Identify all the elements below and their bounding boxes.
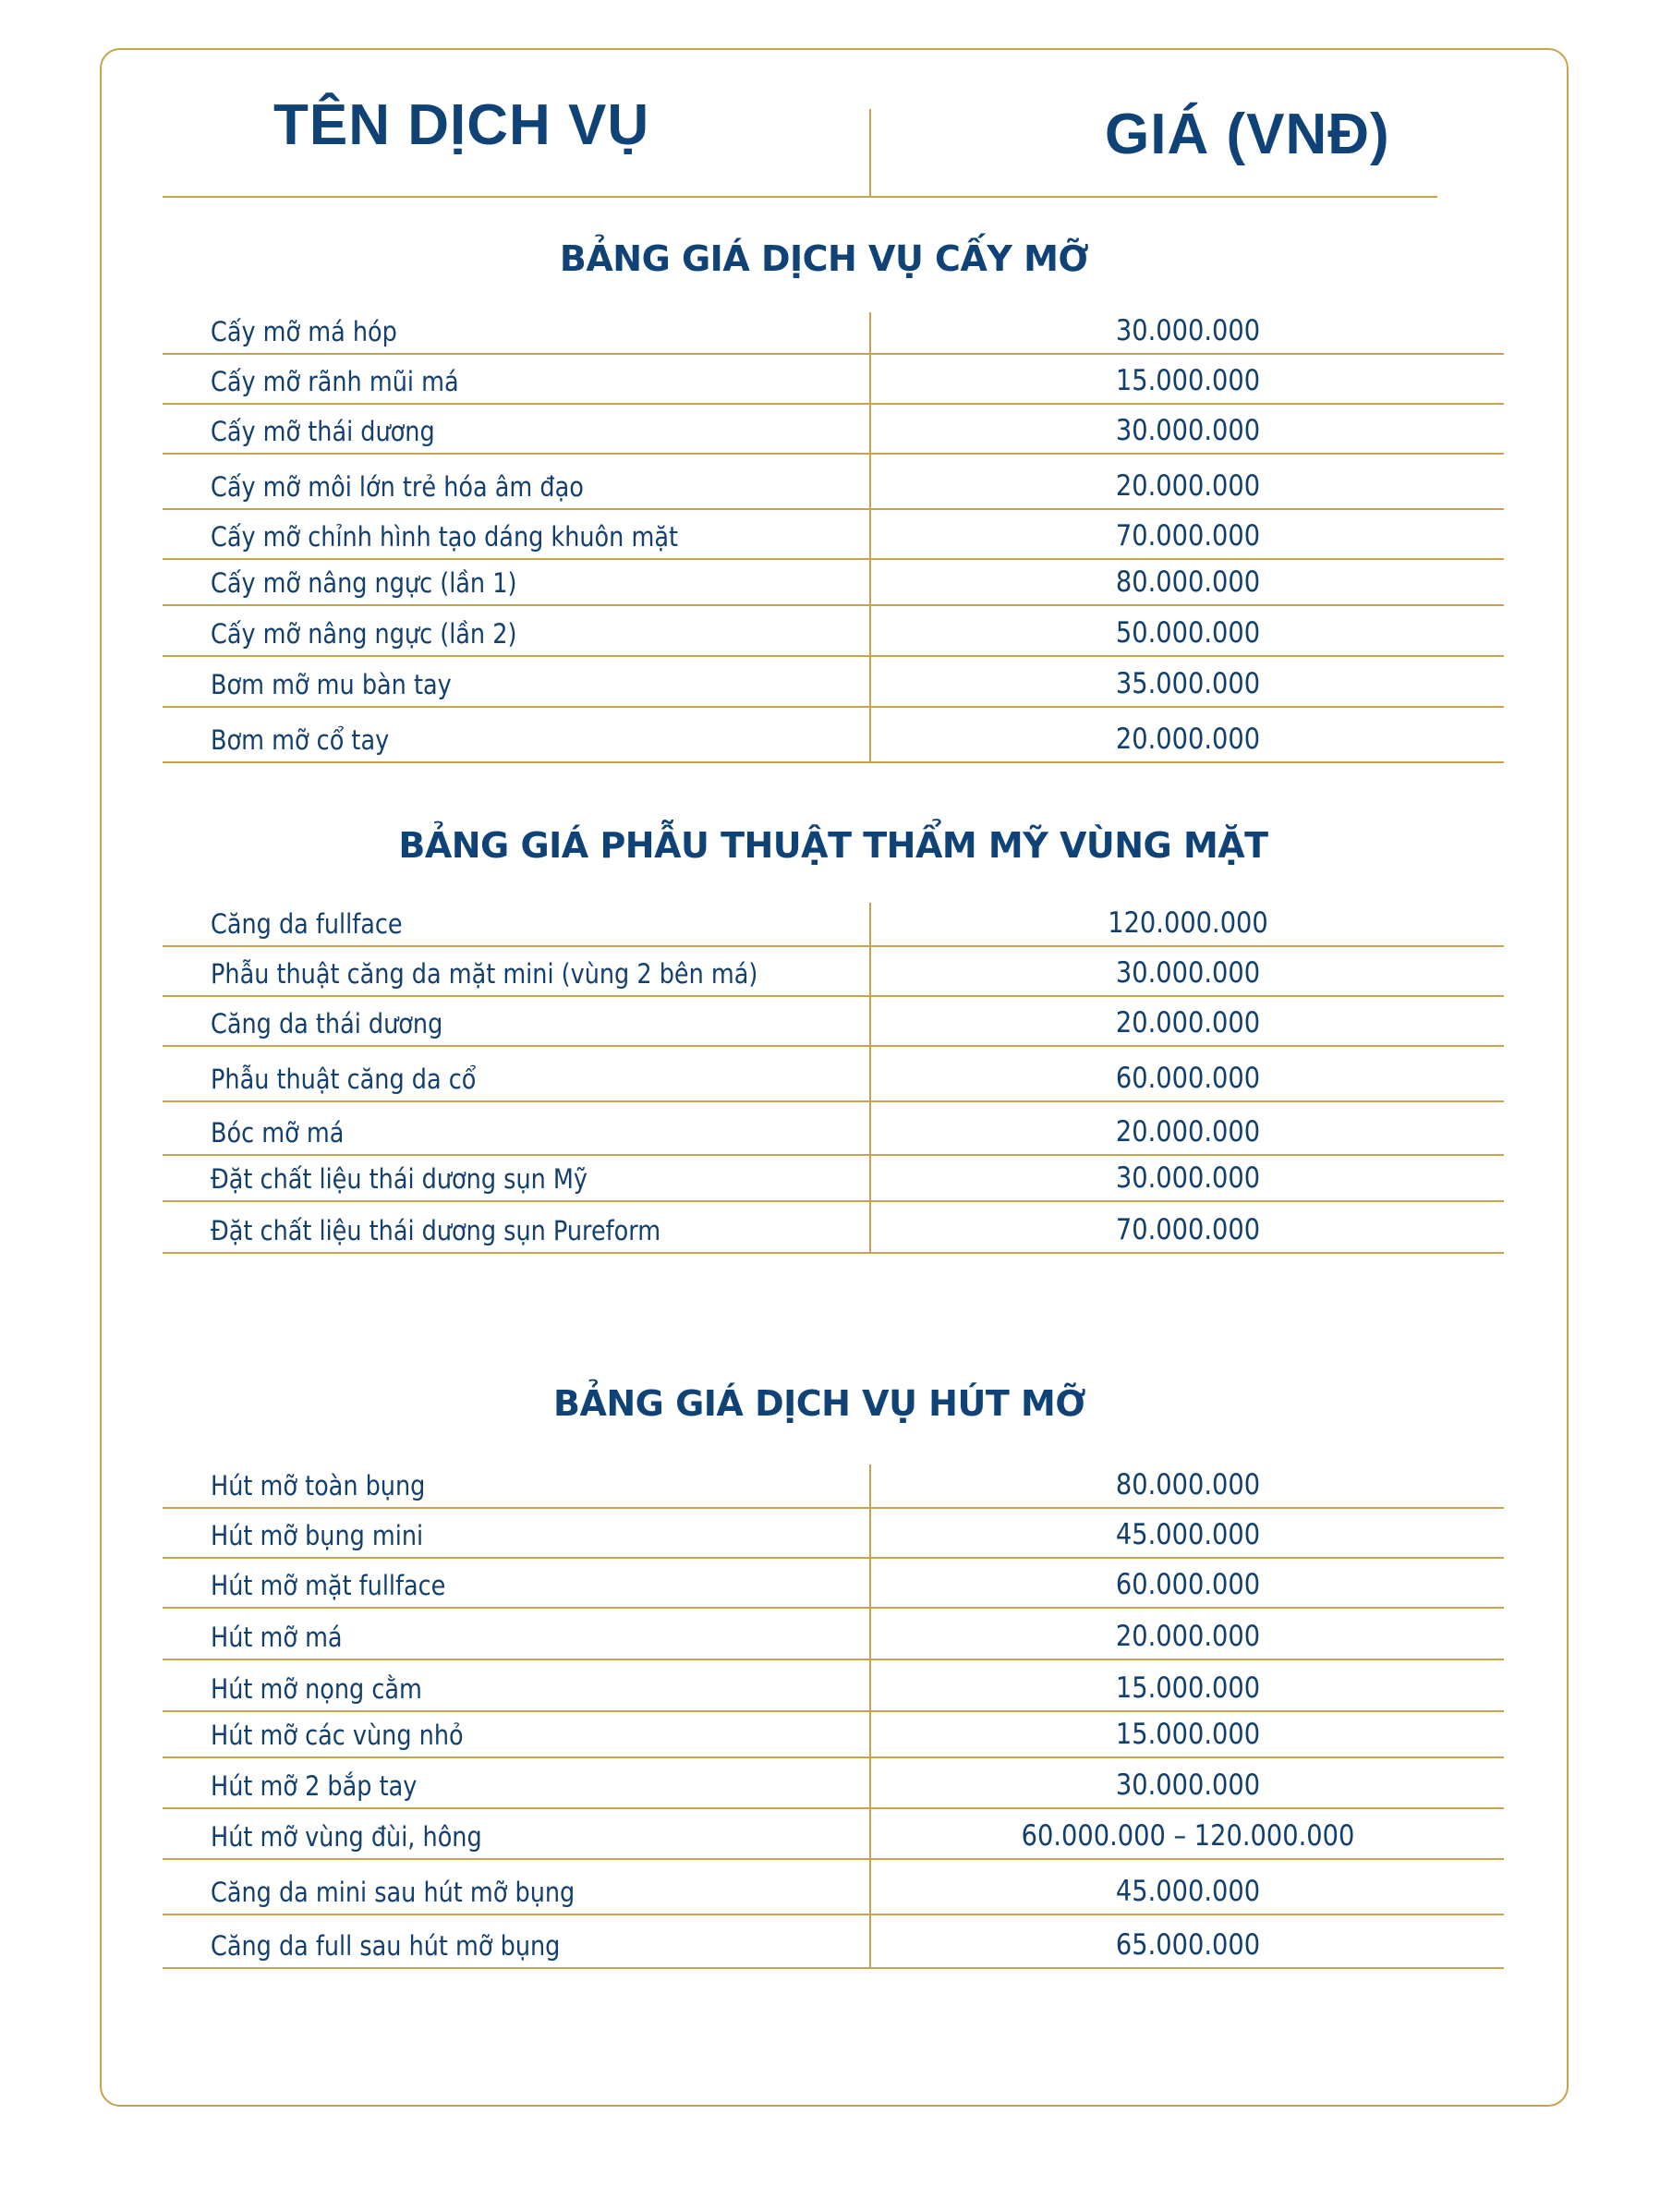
service-price: 120.000.000 [1108, 906, 1268, 940]
column-divider [869, 657, 871, 708]
price-table [163, 312, 1504, 763]
column-divider [869, 355, 871, 405]
service-price: 30.000.000 [1115, 1768, 1261, 1802]
service-price: 15.000.000 [1115, 1718, 1261, 1751]
column-divider [869, 903, 871, 947]
service-name: Hút mỡ má [211, 1622, 343, 1653]
table-row [163, 1660, 1504, 1712]
table-row [163, 1102, 1504, 1156]
service-price: 35.000.000 [1115, 667, 1261, 700]
service-price: 50.000.000 [1115, 616, 1261, 650]
service-name: Cấy mỡ thái dương [211, 416, 435, 447]
table-row [163, 1465, 1504, 1509]
price-table [163, 1465, 1504, 1969]
column-divider [869, 1047, 871, 1102]
service-name: Phẫu thuật căng da mặt mini (vùng 2 bên má) [211, 958, 758, 990]
service-name: Căng da fullface [211, 908, 403, 940]
column-divider [869, 708, 871, 763]
table-row [163, 657, 1504, 708]
service-price: 20.000.000 [1115, 1006, 1261, 1039]
table-row [163, 1047, 1504, 1102]
column-divider [869, 560, 871, 606]
service-price: 80.000.000 [1115, 1468, 1261, 1501]
column-divider [869, 606, 871, 657]
service-name: Hút mỡ 2 bắp tay [211, 1770, 418, 1802]
price-table [163, 903, 1504, 1254]
service-price: 60.000.000 [1115, 1568, 1261, 1601]
service-price: 30.000.000 [1115, 314, 1261, 347]
service-price: 30.000.000 [1115, 956, 1261, 990]
service-name: Bơm mỡ cổ tay [211, 724, 390, 756]
service-name: Cấy mỡ nâng ngực (lần 1) [211, 567, 517, 599]
service-name: Cấy mỡ rãnh mũi má [211, 366, 459, 397]
service-price: 80.000.000 [1115, 565, 1261, 599]
service-price: 30.000.000 [1115, 414, 1261, 447]
service-price: 45.000.000 [1115, 1875, 1261, 1908]
column-divider [869, 947, 871, 997]
column-divider [869, 405, 871, 455]
service-name: Hút mỡ nọng cằm [211, 1673, 422, 1705]
section-title: BẢNG GIÁ DỊCH VỤ HÚT MỠ [553, 1383, 1085, 1424]
table-row [163, 405, 1504, 455]
service-price: 20.000.000 [1115, 723, 1261, 756]
service-price: 20.000.000 [1115, 469, 1261, 503]
table-row [163, 1809, 1504, 1860]
table-row [163, 312, 1504, 355]
service-price: 30.000.000 [1115, 1161, 1261, 1195]
column-divider [869, 1758, 871, 1809]
table-row [163, 1609, 1504, 1660]
column-divider [869, 1156, 871, 1202]
service-price: 70.000.000 [1115, 519, 1261, 553]
table-row [163, 947, 1504, 997]
service-price: 60.000.000 [1115, 1062, 1261, 1095]
service-price: 60.000.000 – 120.000.000 [1021, 1819, 1355, 1853]
column-divider [869, 312, 871, 355]
header-divider [869, 109, 871, 196]
column-header [163, 92, 1437, 198]
table-row [163, 1860, 1504, 1915]
service-name: Căng da thái dương [211, 1008, 443, 1039]
table-row [163, 903, 1504, 947]
service-price: 70.000.000 [1115, 1213, 1261, 1246]
column-divider [869, 1465, 871, 1509]
table-row [163, 560, 1504, 606]
table-row [163, 708, 1504, 763]
column-divider [869, 1660, 871, 1712]
service-name: Cấy mỡ chỉnh hình tạo dáng khuôn mặt [211, 521, 678, 553]
table-row [163, 606, 1504, 657]
service-price: 65.000.000 [1115, 1928, 1261, 1962]
column-divider [869, 510, 871, 560]
column-divider [869, 1102, 871, 1156]
column-divider [869, 1609, 871, 1660]
section-title: BẢNG GIÁ PHẪU THUẬT THẨM MỸ VÙNG MẶT [398, 825, 1268, 866]
service-name: Đặt chất liệu thái dương sụn Pureform [211, 1215, 661, 1246]
table-row [163, 1509, 1504, 1559]
table-row [163, 1712, 1504, 1758]
table-row [163, 1758, 1504, 1809]
service-price: 45.000.000 [1115, 1518, 1261, 1551]
column-divider [869, 1809, 871, 1860]
table-row [163, 355, 1504, 405]
table-row [163, 997, 1504, 1047]
service-name: Cấy mỡ má hóp [211, 316, 397, 347]
service-name: Đặt chất liệu thái dương sụn Mỹ [211, 1163, 588, 1195]
service-name: Hút mỡ các vùng nhỏ [211, 1720, 464, 1751]
service-price: 15.000.000 [1115, 364, 1261, 397]
section-liposuction [163, 1383, 1504, 1962]
column-divider [869, 1202, 871, 1254]
service-name: Hút mỡ toàn bụng [211, 1470, 426, 1501]
section-face-surgery [163, 825, 1504, 1246]
service-name: Phẫu thuật căng da cổ [211, 1063, 477, 1095]
section-fat-grafting [163, 238, 1504, 756]
service-name: Cấy mỡ môi lớn trẻ hóa âm đạo [211, 471, 584, 503]
service-column-title: TÊN DỊCH VỤ [273, 93, 650, 157]
table-row [163, 1559, 1504, 1609]
service-name: Hút mỡ bụng mini [211, 1520, 424, 1551]
service-price: 20.000.000 [1115, 1115, 1261, 1149]
service-name: Hút mỡ mặt fullface [211, 1570, 446, 1601]
column-divider [869, 1509, 871, 1559]
service-name: Bơm mỡ mu bàn tay [211, 669, 452, 700]
service-name: Cấy mỡ nâng ngực (lần 2) [211, 618, 517, 650]
column-divider [869, 1712, 871, 1758]
section-title: BẢNG GIÁ DỊCH VỤ CẤY MỠ [559, 238, 1089, 279]
service-name: Căng da mini sau hút mỡ bụng [211, 1877, 576, 1908]
column-divider [869, 455, 871, 510]
table-row [163, 1915, 1504, 1969]
service-name: Hút mỡ vùng đùi, hông [211, 1821, 482, 1853]
column-divider [869, 997, 871, 1047]
table-row [163, 1156, 1504, 1202]
price-column-title: GIÁ (VNĐ) [1105, 103, 1390, 166]
table-row [163, 1202, 1504, 1254]
column-divider [869, 1915, 871, 1969]
service-price: 15.000.000 [1115, 1671, 1261, 1705]
column-divider [869, 1559, 871, 1609]
service-price: 20.000.000 [1115, 1620, 1261, 1653]
service-name: Bóc mỡ má [211, 1117, 345, 1149]
table-row [163, 455, 1504, 510]
service-name: Căng da full sau hút mỡ bụng [211, 1930, 561, 1962]
column-divider [869, 1860, 871, 1915]
table-row [163, 510, 1504, 560]
